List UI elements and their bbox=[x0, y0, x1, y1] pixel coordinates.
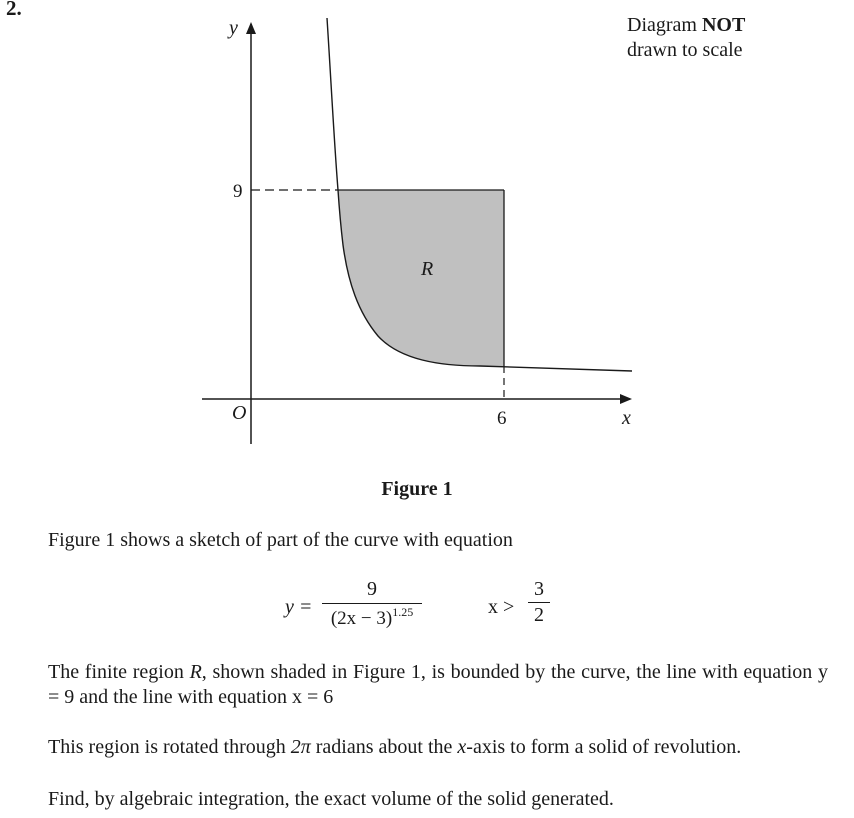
domain-condition-numerator: 3 bbox=[528, 578, 550, 603]
equation-lhs: y = bbox=[285, 596, 313, 618]
equation-denominator bbox=[322, 604, 422, 630]
paragraph-rotation bbox=[48, 735, 741, 760]
domain-condition-denominator: 2 bbox=[534, 604, 544, 626]
scale-note-prefix: Diagram bbox=[627, 14, 702, 36]
p3-text-b: radians about the bbox=[310, 736, 458, 758]
scale-note-not: NOT bbox=[701, 14, 746, 36]
p3-x: x bbox=[457, 736, 467, 758]
equation-numerator: 9 bbox=[322, 578, 422, 604]
x-axis-label: x bbox=[622, 407, 631, 429]
curve-equation bbox=[0, 578, 854, 638]
y-axis-label: y bbox=[229, 17, 238, 39]
equation-denominator-base: (2x − 3) bbox=[330, 608, 393, 629]
p3-text-c: -axis to form a solid of revolution. bbox=[466, 736, 742, 758]
equation-fraction bbox=[322, 578, 422, 630]
y-tick-label-9: 9 bbox=[233, 181, 243, 202]
p2-equation-x6: x = 6 bbox=[292, 686, 334, 708]
question-number: 2. bbox=[6, 0, 22, 20]
domain-condition-lhs: x > bbox=[488, 596, 515, 618]
p3-text-a: This region is rotated through bbox=[48, 736, 291, 758]
p2-text-a: The finite region bbox=[48, 661, 190, 683]
p2-region-R: R bbox=[189, 661, 202, 683]
paragraph-task: Find, by algebraic integration, the exact volume of the solid generated. bbox=[48, 788, 614, 810]
paragraph-intro: Figure 1 shows a sketch of part of the curve with equation bbox=[48, 529, 513, 551]
paragraph-region bbox=[48, 660, 828, 710]
equation-exponent: 1.25 bbox=[392, 605, 414, 619]
origin-label: O bbox=[232, 402, 247, 424]
domain-condition-fraction bbox=[528, 578, 550, 627]
p2-text-c: and the line with equation bbox=[74, 686, 293, 708]
region-label-R: R bbox=[421, 258, 434, 280]
p2-text-b: , shown shaded in Figure 1, is bounded by the curve, the line with equation bbox=[201, 661, 818, 683]
scale-note-line2: drawn to scale bbox=[627, 39, 743, 61]
p3-two-pi: 2π bbox=[290, 736, 311, 758]
figure-caption: Figure 1 bbox=[381, 478, 453, 500]
p2-equation-y9: y = 9 bbox=[48, 661, 828, 708]
x-tick-label-6: 6 bbox=[497, 408, 507, 429]
